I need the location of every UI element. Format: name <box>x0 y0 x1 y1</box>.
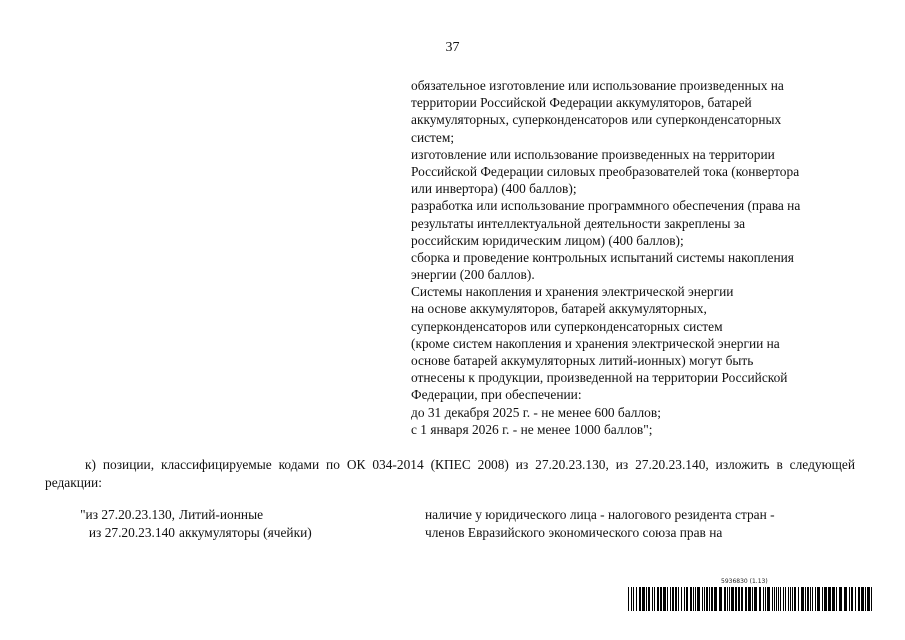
text-line: или инвертора) (400 баллов); <box>411 181 577 197</box>
name-line-1: Литий-ионные <box>179 507 264 522</box>
text-line: аккумуляторных, суперконденсаторов или суперконденсаторных <box>411 112 782 128</box>
text-line: с 1 января 2026 г. - не менее 1000 баллов"; <box>411 421 653 437</box>
text-line: разработка или использование программного обеспечения (права на <box>411 198 801 214</box>
code-line-1: "из 27.20.23.130, <box>80 507 175 522</box>
text-line: энергии (200 баллов). <box>411 267 535 283</box>
text-line: обязательное изготовление или использование произведенных на <box>411 78 784 93</box>
page-number: 37 <box>445 40 460 55</box>
requirement-cell <box>425 506 875 542</box>
requirement-line-2: членов Евразийского экономического союза прав на <box>425 525 723 540</box>
code-line-2: из 27.20.23.140 <box>88 525 175 540</box>
text-line: на основе аккумуляторов, батарей аккумуляторных, <box>411 301 707 317</box>
text-line: до 31 декабря 2025 г. - не менее 600 баллов; <box>411 404 661 420</box>
text-line: результаты интеллектуальной деятельности закреплены за <box>411 215 746 231</box>
text-line: изготовление или использование произведенных на территории <box>411 146 775 162</box>
text-line: систем; <box>411 129 455 145</box>
name-line-2: аккумуляторы (ячейки) <box>179 525 312 540</box>
text-line: Федерации, при обеспечении: <box>411 387 582 403</box>
barcode-label: 5936830 (1.13) <box>721 578 768 585</box>
paragraph-k: к) позиции, классифицируемые кодами по ОК 034-2014 (КПЕС 2008) из 27.20.23.130, из 27.20.23.140, изложить в следующей редакции: <box>45 457 855 490</box>
right-column-text <box>411 77 871 438</box>
text-line: территории Российской Федерации аккумуляторов, батарей <box>411 95 752 111</box>
text-line: сборка и проведение контрольных испытаний системы накопления <box>411 249 794 265</box>
codes-cell <box>55 506 175 542</box>
text-line: Системы накопления и хранения электрической энергии <box>411 284 734 300</box>
requirement-line-1: наличие у юридического лица - налогового резидента стран - <box>425 507 775 522</box>
text-line: российским юридическим лицом) (400 баллов); <box>411 232 684 248</box>
text-line: основе батарей аккумуляторных литий-ионных) могут быть <box>411 353 754 368</box>
text-line: отнесены к продукции, произведенной на территории Российской <box>411 370 788 386</box>
text-line: суперконденсаторов или суперконденсаторных систем <box>411 318 723 334</box>
barcode <box>628 587 872 611</box>
text-line: (кроме систем накопления и хранения электрической энергии на <box>411 335 780 351</box>
text-line: Российской Федерации силовых преобразователей тока (конвертора <box>411 163 800 179</box>
name-cell <box>179 506 399 542</box>
